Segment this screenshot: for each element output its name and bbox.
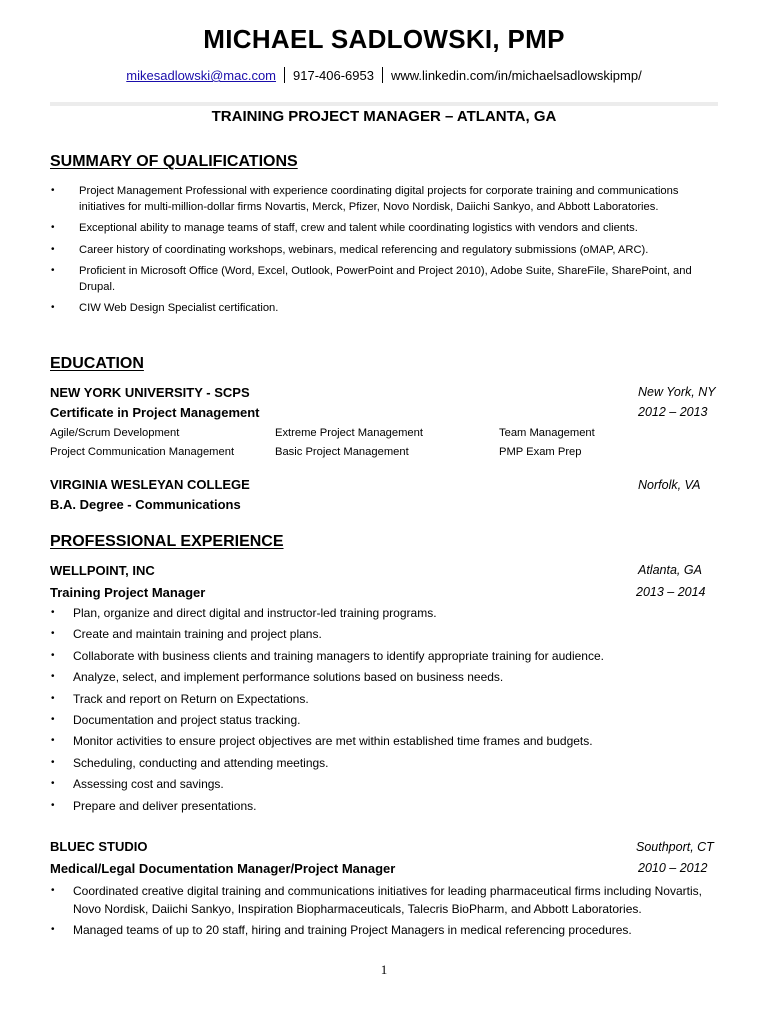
duty-item: • Coordinated creative digital training and communications initiatives for leading pharmaceutical firms including Novartis, Novo Nordisk, Daiichi Sankyo, Inspiration Biopharmaceuticals, Talecris BioPharm, and Abbott Laboratories. [50, 882, 720, 918]
resume-name: MICHAEL SADLOWSKI, PMP [203, 24, 565, 54]
school-location: Norfolk, VA [638, 478, 701, 492]
company-location: Atlanta, GA [638, 563, 702, 577]
duties-list [50, 882, 720, 943]
course-item: Agile/Scrum Development [50, 427, 180, 439]
degree-dates: 2012 – 2013 [638, 405, 708, 419]
duty-item: • Managed teams of up to 20 staff, hiring and training Project Managers in medical referencing procedures. [50, 921, 720, 939]
school-name: VIRGINIA WESLEYAN COLLEGE [50, 477, 250, 492]
duty-item: • Documentation and project status tracking. [50, 711, 720, 729]
company-name: WELLPOINT, INC [50, 563, 155, 578]
duties-list [50, 604, 720, 818]
divider [284, 67, 285, 83]
education-heading: EDUCATION [50, 355, 144, 372]
page-number: 1 [380, 962, 388, 977]
duty-item: • Analyze, select, and implement performance solutions based on business needs. [50, 668, 720, 686]
company-location: Southport, CT [636, 840, 714, 854]
summary-heading: SUMMARY OF QUALIFICATIONS [50, 153, 298, 170]
job-title: Training Project Manager [50, 585, 206, 600]
summary-item: • Project Management Professional with experience coordinating digital projects for corporate training and communications initiatives for multi-million-dollar firms Novartis, Merck, Pfizer, Novo Nordisk, Daiichi Sankyo, and Abbott Laboratories. [50, 183, 720, 215]
summary-item: • Exceptional ability to manage teams of staff, crew and talent while coordinating logistics with vendors and clients. [50, 220, 720, 236]
experience-heading: PROFESSIONAL EXPERIENCE [50, 533, 284, 550]
phone-number: 917-406-6953 [293, 68, 374, 83]
divider [382, 67, 383, 83]
summary-item: • CIW Web Design Specialist certification. [50, 300, 720, 316]
duty-item: • Assessing cost and savings. [50, 775, 720, 793]
degree-title: Certificate in Project Management [50, 405, 260, 420]
job-dates: 2010 – 2012 [638, 861, 708, 875]
summary-list [50, 183, 720, 321]
duty-item: • Create and maintain training and project plans. [50, 625, 720, 643]
duty-item: • Plan, organize and direct digital and instructor-led training programs. [50, 604, 720, 622]
duty-item: • Collaborate with business clients and training managers to identify appropriate training for audience. [50, 647, 720, 665]
school-name: NEW YORK UNIVERSITY - SCPS [50, 385, 250, 400]
course-item: Team Management [499, 427, 595, 439]
summary-item: • Career history of coordinating workshops, webinars, medical referencing and regulatory submissions (oMAP, ARC). [50, 242, 720, 258]
course-item: PMP Exam Prep [499, 446, 582, 458]
headline: TRAINING PROJECT MANAGER – ATLANTA, GA [211, 108, 557, 125]
duty-item: • Track and report on Return on Expectations. [50, 690, 720, 708]
company-name: BLUEC STUDIO [50, 839, 148, 854]
job-title: Medical/Legal Documentation Manager/Project Manager [50, 861, 396, 876]
course-item: Extreme Project Management [275, 427, 423, 439]
linkedin-url: www.linkedin.com/in/michaelsadlowskipmp/ [390, 68, 642, 83]
header-divider [50, 102, 718, 106]
course-item: Basic Project Management [275, 446, 409, 458]
school-location: New York, NY [638, 385, 716, 399]
course-item: Project Communication Management [50, 446, 235, 458]
duty-item: • Monitor activities to ensure project objectives are met within established time frames and budgets. [50, 732, 720, 750]
duty-item: • Scheduling, conducting and attending meetings. [50, 754, 720, 772]
degree-title: B.A. Degree - Communications [50, 497, 241, 512]
job-dates: 2013 – 2014 [636, 585, 706, 599]
email-link[interactable]: mikesadlowski@mac.com [126, 68, 277, 83]
contact-line [0, 67, 768, 83]
duty-item: • Prepare and deliver presentations. [50, 797, 720, 815]
summary-item: • Proficient in Microsoft Office (Word, Excel, Outlook, PowerPoint and Project 2010), Adobe Suite, ShareFile, SharePoint, and Drupal. [50, 263, 720, 295]
